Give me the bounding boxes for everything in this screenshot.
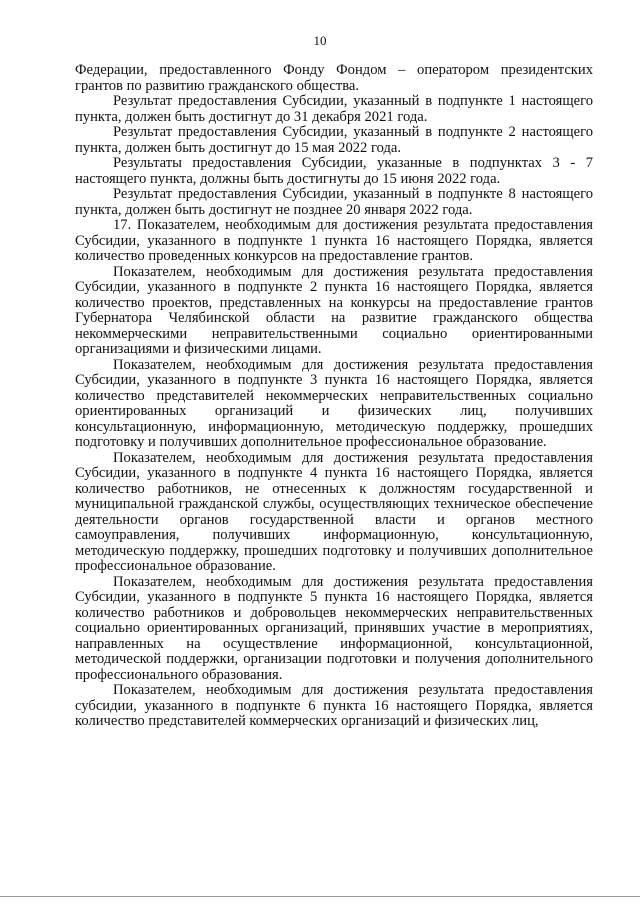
- paragraph: Показателем, необходимым для достижения результата предоставления Субсидии, указанного в подпункте 4 пункта 16 настоящего Порядка, является количество работников, не отнесенных к должностям государственной и муниципальной гражданской службы, осуществляющих техническое обеспечение деятельности органов государственной власти и органов местного самоуправления, получивших информационную, консультационную, методическую поддержку, прошедших подготовку и получивших дополнительное профессиональное образование.: [75, 449, 593, 574]
- paragraph: Результаты предоставления Субсидии, указанные в подпунктах 3 - 7 настоящего пункта, должны быть достигнуты до 15 июня 2022 года.: [75, 155, 593, 187]
- paragraph: Показателем, необходимым для достижения результата предоставления Субсидии, указанного в подпункте 5 пункта 16 настоящего Порядка, является количество работников и добровольцев некоммерческих неправительственных социально ориентированных организаций, принявших участие в мероприятиях, направленных на осуществление информационной, консультационной, методической поддержки, организации подготовки и получения дополнительного профессионального образования.: [75, 573, 593, 683]
- document-body: [75, 63, 593, 730]
- paragraph: 17. Показателем, необходимым для достижения результата предоставления Субсидии, указанного в подпункте 1 пункта 16 настоящего Порядка, является количество проведенных конкурсов на предоставление грантов.: [75, 217, 593, 264]
- paragraph: Показателем, необходимым для достижения результата предоставления Субсидии, указанного в подпункте 3 пункта 16 настоящего Порядка, является количество представителей некоммерческих неправительственных социально ориентированных организаций и физических лиц, получивших консультационную, информационную, методическую поддержку, прошедших подготовку и получивших дополнительное профессиональное образование.: [75, 356, 593, 450]
- paragraph: Результат предоставления Субсидии, указанный в подпункте 2 настоящего пункта, должен быть достигнут до 15 мая 2022 года.: [75, 124, 593, 156]
- paragraph: Федерации, предоставленного Фонду Фондом – оператором президентских грантов по развитию гражданского общества.: [75, 62, 593, 94]
- paragraph: Показателем, необходимым для достижения результата предоставления Субсидии, указанного в подпункте 2 пункта 16 настоящего Порядка, является количество проектов, представленных на конкурсы на предоставление грантов Губернатора Челябинской области на развитие гражданского общества некоммерческими неправительственными социально ориентированными организациями и физическими лицами.: [75, 263, 593, 357]
- paragraph: Результат предоставления Субсидии, указанный в подпункте 1 настоящего пункта, должен быть достигнут до 31 декабря 2021 года.: [75, 93, 593, 125]
- paragraph: Показателем, необходимым для достижения результата предоставления субсидии, указанного в подпункте 6 пункта 16 настоящего Порядка, является количество представителей коммерческих организаций и физических лиц,: [75, 682, 593, 729]
- page-bottom-edge: [0, 896, 640, 897]
- paragraph: Результат предоставления Субсидии, указанный в подпункте 8 настоящего пункта, должен быть достигнут не позднее 20 января 2022 года.: [75, 186, 593, 218]
- page-number: 10: [313, 33, 327, 48]
